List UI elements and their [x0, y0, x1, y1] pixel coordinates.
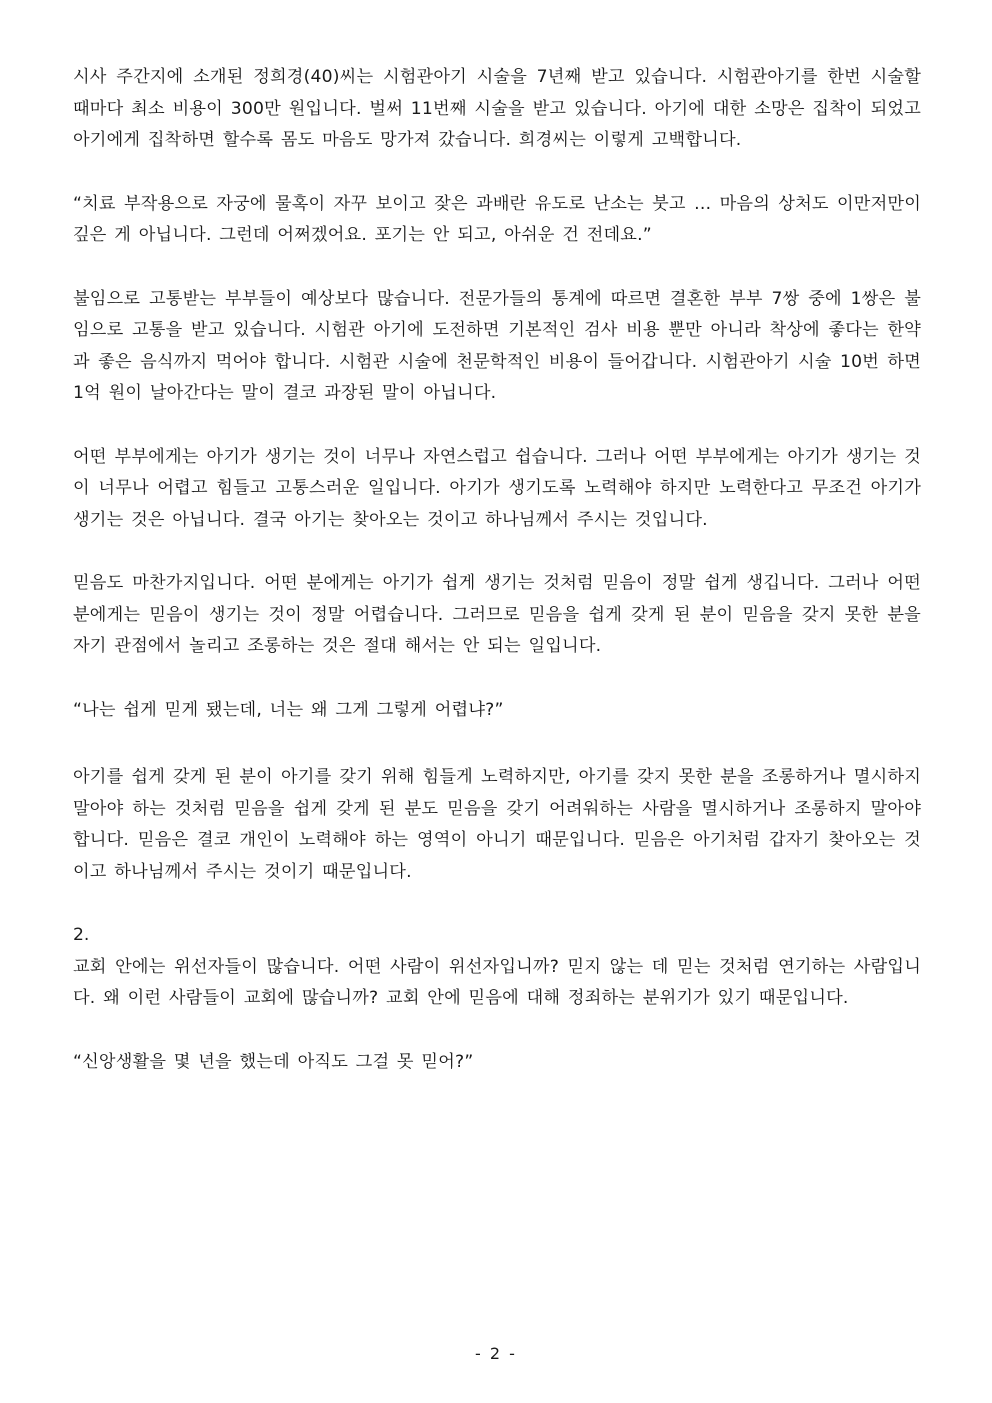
section-number: 2.: [73, 925, 90, 945]
paragraph-7: 아기를 쉽게 갖게 된 분이 아기를 갖기 위해 힘들게 노력하지만, 아기를 갖지 못한 분을 조롱하거나 멸시하지 말아야 하는 것처럼 믿음을 쉽게 갖게 된 분도 믿음을 갖기 어려워하는 사람을 멸시하거나 조롱하지 말아야 합니다. 믿음은 결코 개인이 노력해야 하는 영역이 아니기 때문입니다. 믿음은 아기처럼 갑자기 찾아오는 것이고 하나님께서 주시는 것이기 때문입니다.: [73, 767, 921, 882]
page-number: - 2 -: [475, 1344, 517, 1363]
paragraph-3: 불임으로 고통받는 부부들이 예상보다 많습니다. 전문가들의 통계에 따르면 결혼한 부부 7쌍 중에 1쌍은 불임으로 고통을 받고 있습니다. 시험관 아기에 도전하면 기본적인 검사 비용 뿐만 아니라 착상에 좋다는 한약과 좋은 음식까지 먹어야 합니다. 시험관 시술에 천문학적인 비용이 들어갑니다. 시험관아기 시술 10번 하면 1억 원이 날아간다는 말이 결코 과장된 말이 아닙니다.: [73, 288, 921, 403]
paragraph-2-quote: “치료 부작용으로 자궁에 물혹이 자꾸 보이고 잦은 과배란 유도로 난소는 붓고 … 마음의 상처도 이만저만이 깊은 게 아닙니다. 그런데 어쩌겠어요. 포기는 안 되고, 아쉬운 건 전데요.”: [73, 193, 921, 245]
section-paragraph-2-quote: “신앙생활을 몇 년을 했는데 아직도 그걸 못 믿어?”: [73, 1051, 474, 1072]
paragraph-6-quote: “나는 쉽게 믿게 됐는데, 너는 왜 그게 그렇게 어렵냐?”: [73, 699, 504, 720]
paragraph-4: 어떤 부부에게는 아기가 생기는 것이 너무나 자연스럽고 쉽습니다. 그러나 어떤 부부에게는 아기가 생기는 것이 너무나 어렵고 힘들고 고통스러운 일입니다. 아기가 생기도록 노력해야 하지만 노력한다고 무조건 아기가 생기는 것은 아닙니다. 결국 아기는 찾아오는 것이고 하나님께서 주시는 것입니다.: [73, 446, 921, 530]
document-body: [73, 62, 921, 1110]
paragraph-1: 시사 주간지에 소개된 정희경(40)씨는 시험관아기 시술을 7년째 받고 있습니다. 시험관아기를 한번 시술할 때마다 최소 비용이 300만 원입니다. 벌써 11번째 시술을 받고 있습니다. 아기에 대한 소망은 집착이 되었고 아기에게 집착하면 할수록 몸도 마음도 망가져 갔습니다. 희경씨는 이렇게 고백합니다.: [73, 67, 921, 150]
paragraph-5: 믿음도 마찬가지입니다. 어떤 분에게는 아기가 쉽게 생기는 것처럼 믿음이 정말 쉽게 생깁니다. 그러나 어떤 분에게는 믿음이 생기는 것이 정말 어렵습니다. 그러므로 믿음을 쉽게 갖게 된 분이 믿음을 갖지 못한 분을 자기 관점에서 놀리고 조롱하는 것은 절대 해서는 안 되는 일입니다.: [73, 573, 921, 656]
section-paragraph-1: 교회 안에는 위선자들이 많습니다. 어떤 사람이 위선자입니까? 믿지 않는 데 믿는 것처럼 연기하는 사람입니다. 왜 이런 사람들이 교회에 많습니까? 교회 안에 믿음에 대해 정죄하는 분위기가 있기 때문입니다.: [73, 956, 921, 1008]
